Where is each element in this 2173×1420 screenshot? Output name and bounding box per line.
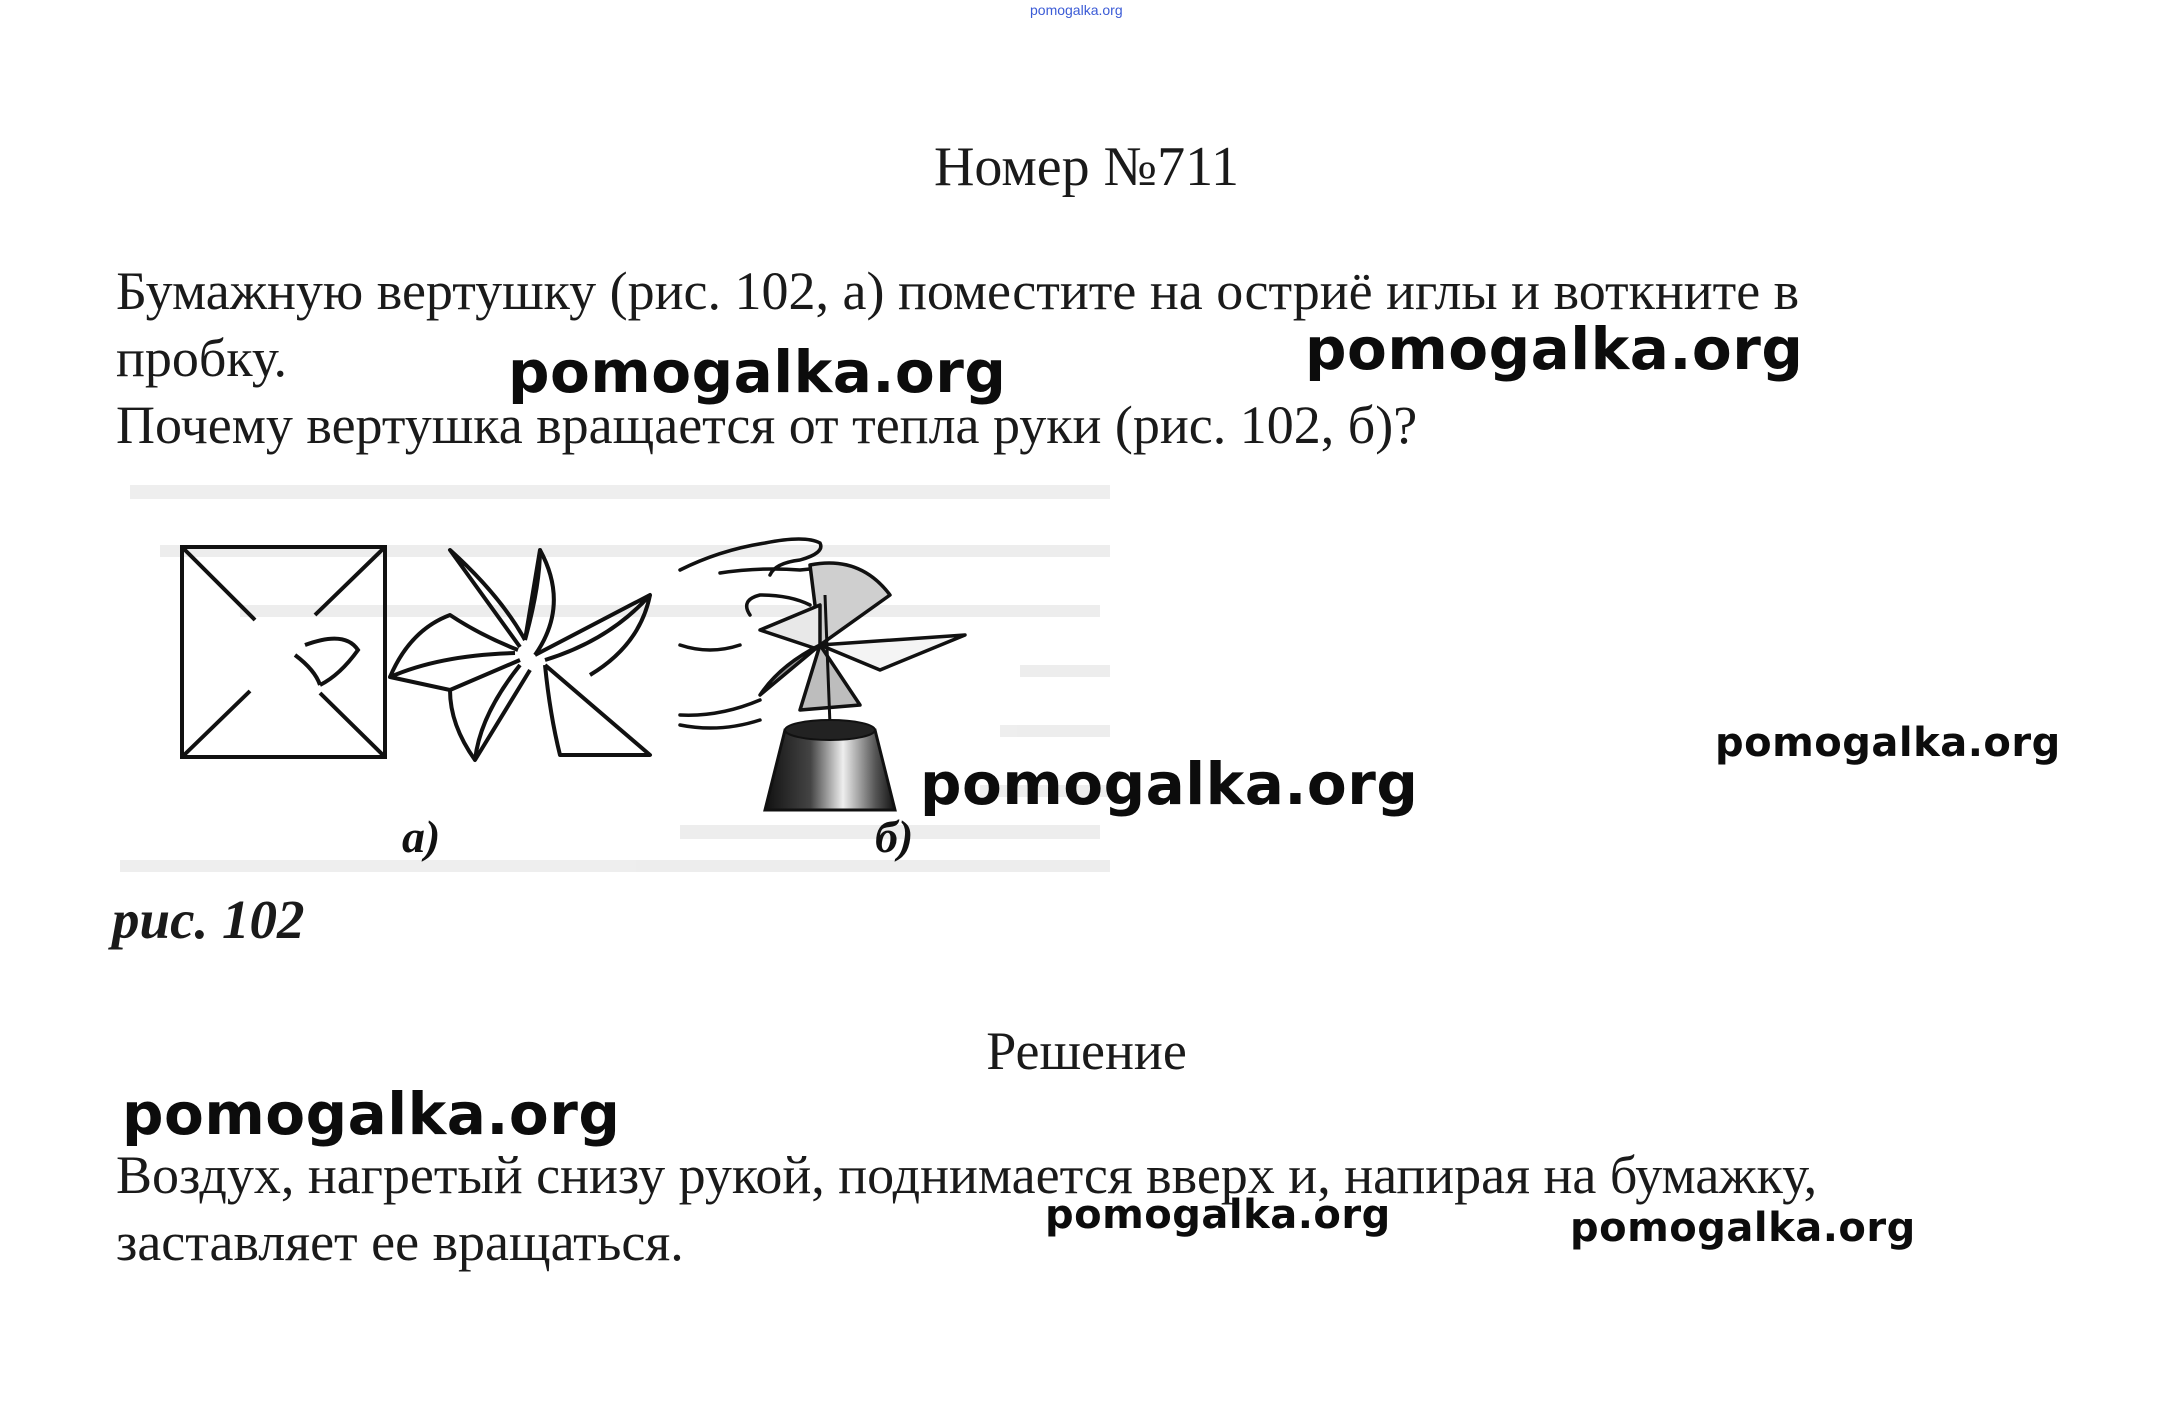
- cork: [765, 720, 895, 810]
- page-title: Номер №711: [933, 136, 1240, 198]
- solution-heading: Решение: [986, 1021, 1187, 1081]
- solution-line-2: заставляет ее вращаться.: [116, 1212, 684, 1272]
- solution-line-1: Воздух, нагретый снизу рукой, поднимается вверх и, напирая на бумажку,: [116, 1145, 1818, 1205]
- figure-label-b: б): [875, 811, 914, 862]
- watermark: pomogalka.org: [122, 1080, 621, 1148]
- watermark: pomogalka.org: [1570, 1205, 1916, 1251]
- figure-102: [120, 455, 1120, 885]
- watermark: pomogalka.org: [1045, 1192, 1391, 1238]
- task-line-3: Почему вертушка вращается от тепла руки (рис. 102, б)?: [116, 395, 1418, 455]
- figure-illustration: [120, 455, 1120, 885]
- task-line-1: Бумажную вертушку (рис. 102, а) поместите на остриё иглы и воткните в: [116, 261, 1800, 321]
- watermark: pomogalka.org: [1715, 720, 2061, 766]
- watermark: pomogalka.org: [1305, 315, 1804, 383]
- watermark: pomogalka.org: [508, 338, 1007, 406]
- watermark: pomogalka.org: [920, 750, 1419, 818]
- figure-label-a: а): [402, 811, 441, 862]
- task-line-2: пробку.: [116, 328, 287, 388]
- figure-caption: рис. 102: [112, 889, 305, 950]
- top-watermark: pomogalka.org: [1030, 2, 1123, 18]
